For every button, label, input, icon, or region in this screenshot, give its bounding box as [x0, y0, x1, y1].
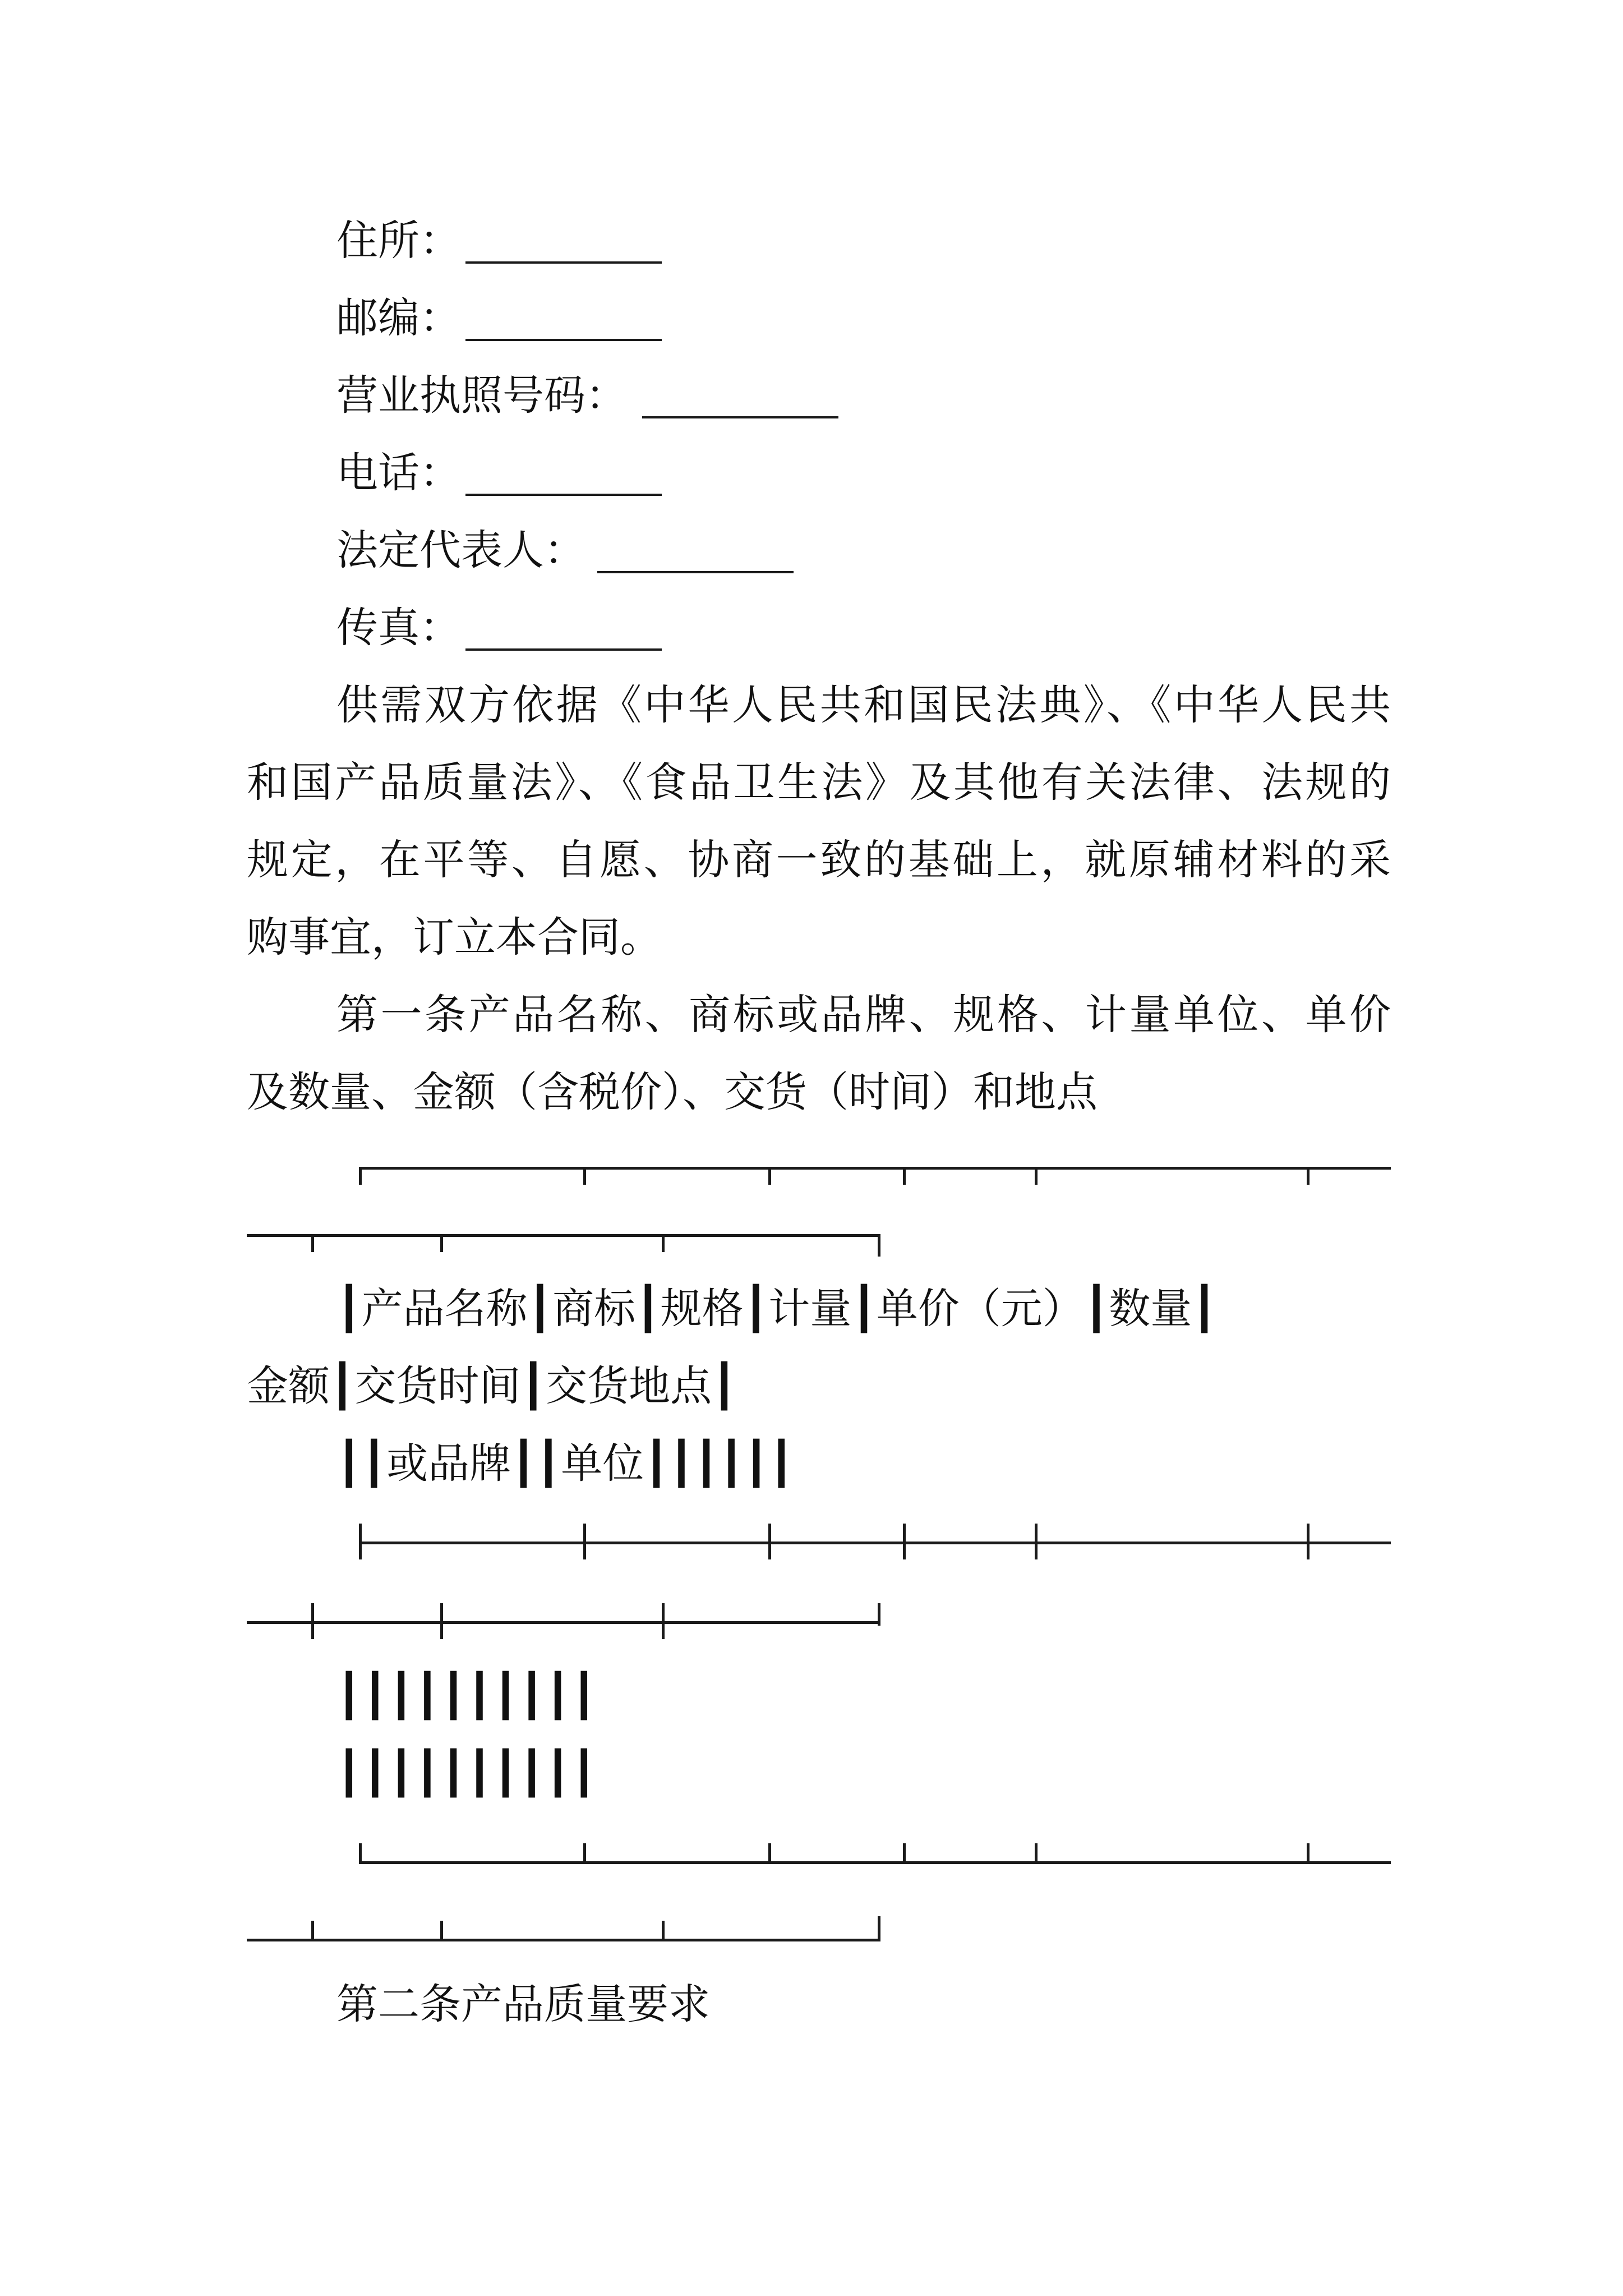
preamble-line-2: 和国产品质量法》、《食品卫生法》及其他有关法律、法规的 [247, 758, 1391, 807]
table-header-row-2: ┃┃或品牌┃┃单位┃┃┃┃┃┃ [336, 1439, 794, 1488]
field-license-label: 营业执照号码： [336, 371, 627, 420]
field-phone-label: 电话： [336, 449, 461, 497]
table-header-row-1-cont: 金额┃交货时间┃交货地点┃ [247, 1362, 737, 1410]
article1-line-2: 及数量、金额（含税价）、交货（时间）和地点 [247, 1068, 1098, 1116]
field-license-blank[interactable] [642, 416, 838, 418]
field-legal-rep-label: 法定代表人： [336, 526, 585, 574]
article1-line-1: 第一条产品名称、商标或品牌、规格、计量单位、单价 [336, 991, 1391, 1039]
table-body-row-2: ┃┃┃┃┃┃┃┃┃┃ [336, 1749, 598, 1797]
article2-title: 第二条产品质量要求 [336, 1980, 710, 2028]
preamble-line-4: 购事宜，订立本合同。 [247, 913, 662, 961]
field-address-blank[interactable] [465, 261, 662, 264]
table-header-row-1: ┃产品名称┃商标┃规格┃计量┃单价（元）┃数量┃ [336, 1285, 1217, 1333]
field-postcode-label: 邮编： [336, 294, 461, 342]
field-fax-blank[interactable] [465, 648, 662, 651]
field-fax-label: 传真： [336, 604, 461, 652]
field-phone-blank[interactable] [465, 494, 662, 496]
field-legal-rep-blank[interactable] [597, 571, 794, 573]
table-body-row-1: ┃┃┃┃┃┃┃┃┃┃ [336, 1672, 598, 1720]
preamble-line-1: 供需双方依据《中华人民共和国民法典》、《中华人民共 [336, 681, 1391, 729]
field-postcode-blank[interactable] [465, 339, 662, 341]
field-address-label: 住所： [336, 217, 461, 265]
preamble-line-3: 规定，在平等、自愿、协商一致的基础上，就原辅材料的采 [247, 836, 1391, 884]
